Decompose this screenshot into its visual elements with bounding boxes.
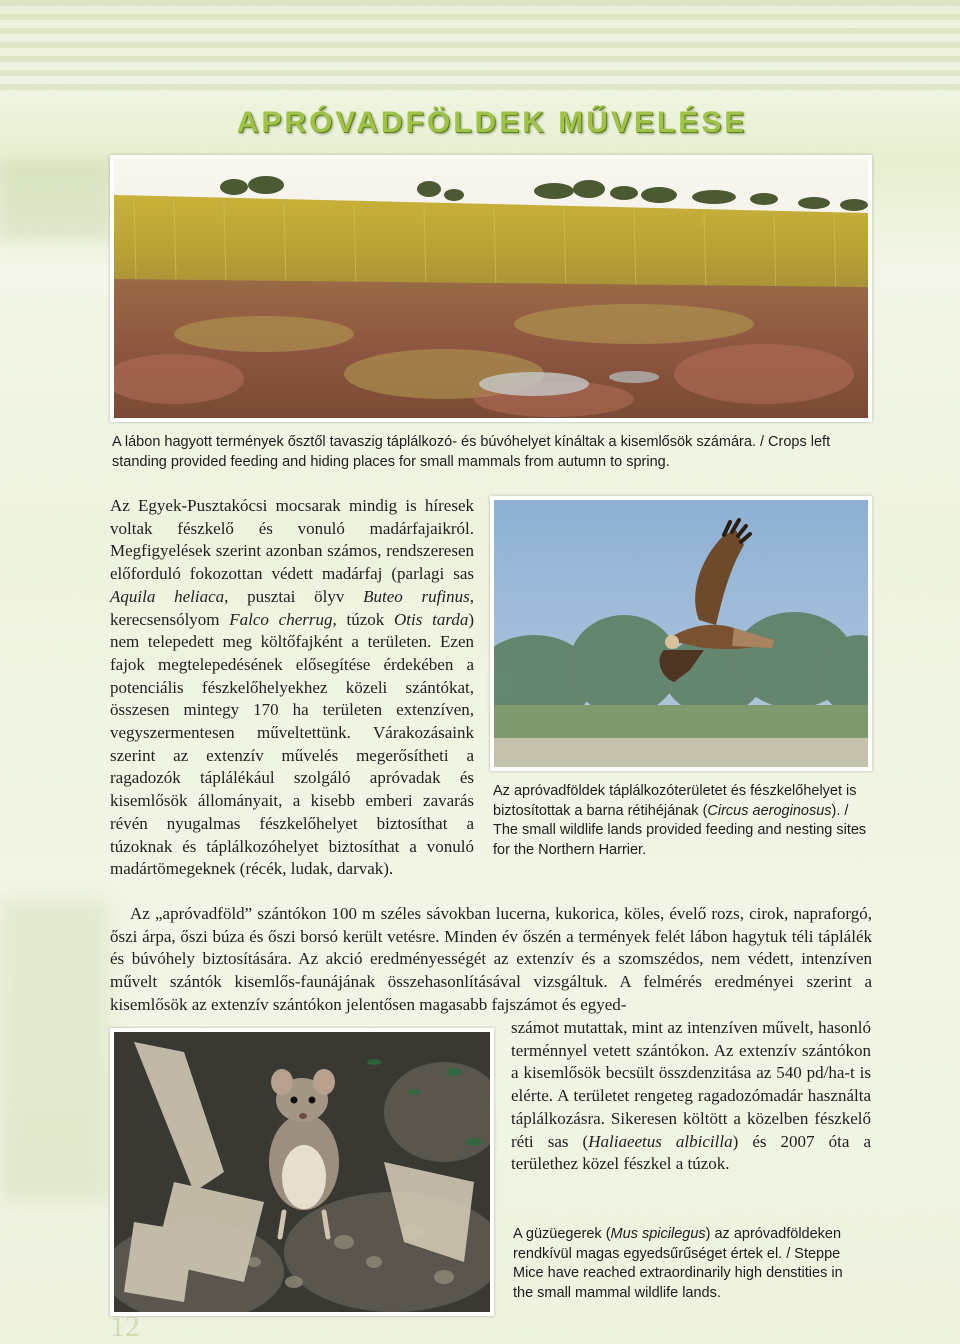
background-wash-top [0,0,960,90]
body-paragraph-1: Az Egyek-Pusztakócsi mocsarak mindig is híresek voltak fészkelő és vonuló madárfajaikról. Megfigyelések szerint azonban számos, rendszeresen előforduló fokozottan védett madárfaj (parlagi sas Aquila heliaca, pusztai ölyv Buteo rufinus, kerecsensólyom Falco cherrug, túzok Otis tarda) nem telepedett meg költőfajként a területen. Ezen fajok megtelepedésének elősegítése érdekében a potenciális fészkelőhelyekhez közeli szántókat, összesen mintegy 170 ha területen extenzíven, vegyszermentesen műveltettünk. Várakozásaink szerint az extenzív művelés megerősítheti a ragadozók táplálékául szolgáló apróvadak és kisemlősök állományait, a kisebb emberi zavarás révén nyugalmas fészkelőhelyet biztosíthat a túzoknak és táplálkozóhelyet biztosíthat a vonuló madártömegeknek (récék, ludak, darvak). [110,496,474,879]
field-photo-caption: A lábon hagyott termények ősztől tavaszig táplálkozó- és búvóhelyet kínáltak a kisemlősök számára. / Crops left standing provided feeding and hiding places for small mammals from autumn to spring. [112,434,831,470]
page-number: 12 [110,1310,140,1343]
mouse-photo-image [114,1032,490,1312]
background-wash-left [0,160,110,240]
background-wash-left-lower [0,900,110,1200]
mouse-latin-name: Mus spicilegus [610,1226,706,1242]
body-paragraph-3: számot mutattak, mint az intenzíven művelt, hasonló terménnyel vetett szántókon. Az extenzív szántókon a kisemlősök becsült összdenzitása az 540 pd/ha-t is elérte. A területet rengeteg ragadozómadár használta táplálkozásra. Sikeresen költött a közelben fészkelő réti sas (Haliaeetus albicilla) és 2007 óta a területhez közel fészkel a túzok. [511,1018,871,1174]
page-title: APRÓVADFÖLDEK MŰVELÉSE [236,106,748,139]
body-paragraph-2: Az „apróvadföld” szántókon 100 m széles sávokban lucerna, kukorica, köles, évelő rozs, cirok, napraforgó, őszi árpa, őszi búza és őszi borsó került vetésre. Minden év őszén a termények felét lábon hagytuk téli táplálék és búvóhely biztosítására. Az akció eredményességét az extenzív és a szomszédos, nem védett, intenzíven művelt szántók kisemlős-faunájának összehasonlításával vizsgáltuk. A felmérés eredményei szerint a kisemlősök az extenzív szántókon jelentősen magasabb fajszámot és egyed- [110,904,872,1014]
field-photo-image [114,159,868,418]
mouse-photo-caption: A güzüegerek (Mus spicilegus) az apróvadföldeken rendkívül magas egyedsűrűséget értek el. / Steppe Mice have reached extraordinarily high denstities in the small mammal wildlife lands. [513,1226,843,1301]
field-photo [110,155,872,422]
harrier-photo-caption: Az apróvadföldek táplálkozóterületet és fészkelőhelyet is biztosítottak a barna rétihéjának (Circus aeroginosus). / The small wildlife lands provided feeding and nesting sites for the Northern Harrier. [493,783,867,858]
harrier-latin-name: Circus aeroginosus [707,802,832,819]
harrier-photo-image [494,500,868,767]
mouse-photo [110,1028,494,1316]
harrier-photo [490,496,872,771]
